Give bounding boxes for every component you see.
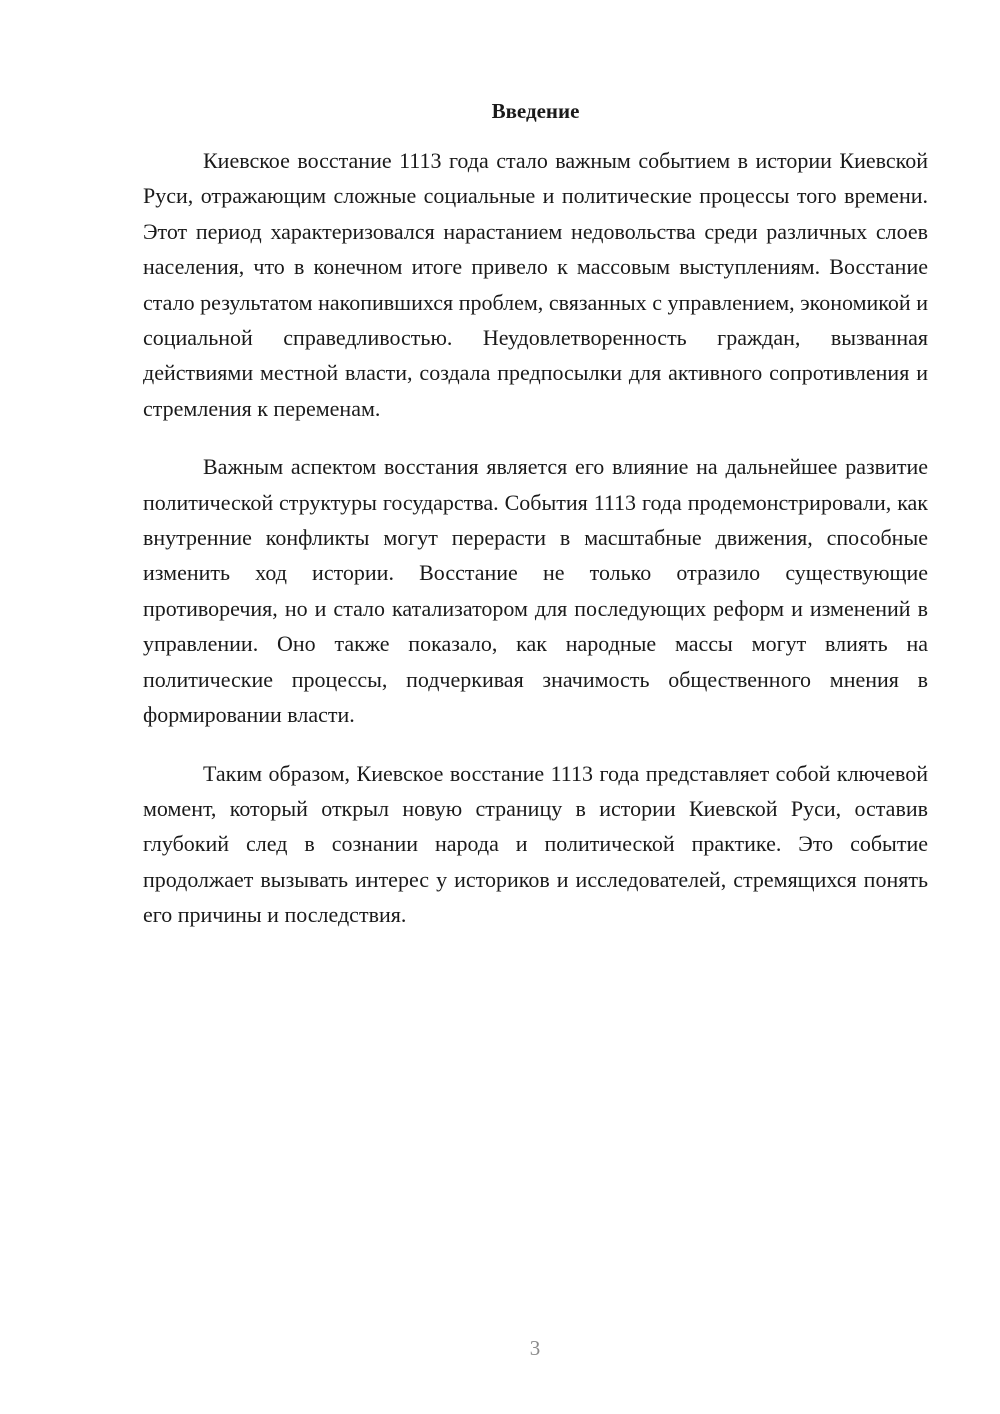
page-number: 3 bbox=[529, 1336, 541, 1360]
paragraph-2: Важным аспектом восстания является его влияние на дальнейшее развитие политической структуры государства. События 1113 года продемонстрировали, как внутренние конфликты могут перерасти в масштабные движения, способные изменить ход истории. Восстание не только отразило существующие противоречия, но и стало катализатором для последующих реформ и изменений в управлении. Оно также показало, как народные массы могут влиять на политические процессы, подчеркивая значимость общественного мнения в формировании власти. bbox=[143, 454, 928, 728]
body-text bbox=[143, 143, 928, 956]
paragraph-1: Киевское восстание 1113 года стало важным событием в истории Киевской Руси, отражающим сложные социальные и политические процессы того времени. Этот период характеризовался нарастанием недовольства среди различных слоев населения, что в конечном итоге привело к массовым выступлениям. Восстание стало результатом накопившихся проблем, связанных с управлением, экономикой и социальной справедливостью. Неудовлетворенность граждан, вызванная действиями местной власти, создала предпосылки для активного сопротивления и стремления к переменам. bbox=[143, 148, 928, 421]
paragraph-3: Таким образом, Киевское восстание 1113 года представляет собой ключевой момент, который открыл новую страницу в истории Киевской Руси, оставив глубокий след в сознании народа и политической практике. Это событие продолжает вызывать интерес у историков и исследователей, стремящихся понять его причины и последствия. bbox=[143, 760, 928, 928]
page-title: Введение bbox=[491, 99, 580, 123]
